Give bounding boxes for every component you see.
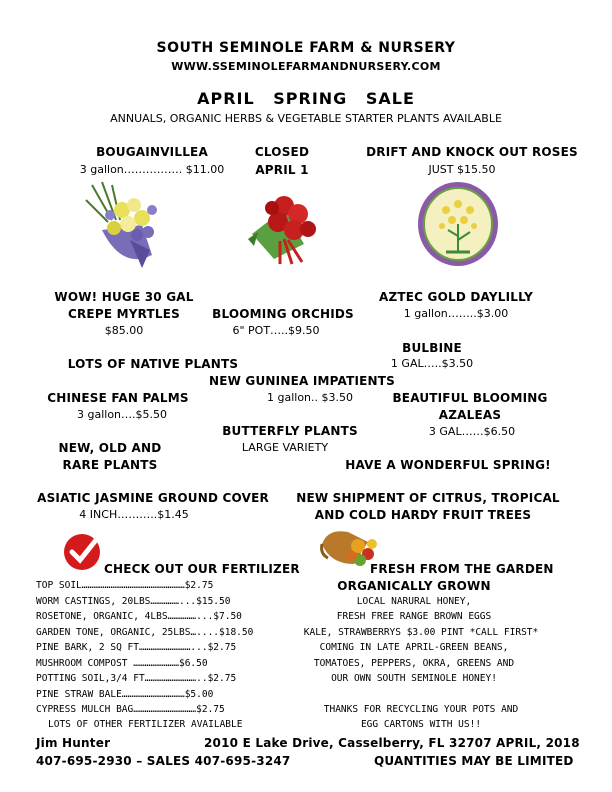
- fertilizer-footer: LOTS OF OTHER FERTILIZER AVAILABLE: [48, 719, 243, 730]
- garden-heading: FRESH FROM THE GARDEN: [370, 562, 554, 576]
- checkmark-icon: [62, 532, 104, 572]
- impatients-title: NEW GUNINEA IMPATIENTS: [208, 374, 396, 388]
- closed-date: APRIL 1: [255, 163, 309, 177]
- impatients-price: 1 gallon.. $3.50: [266, 391, 354, 404]
- azaleas-price: 3 GAL……$6.50: [428, 425, 516, 438]
- fertilizer-item: ROSETONE, ORGANIC, 4LBS……………...$7.50: [36, 611, 242, 622]
- contact-name: Jim Hunter: [36, 736, 111, 750]
- quantities-notice: QUANTITIES MAY BE LIMITED: [374, 754, 574, 768]
- palms-price: 3 gallon….$5.50: [76, 408, 168, 421]
- bulbine-title: BULBINE: [402, 341, 462, 355]
- flyer-date: APRIL, 2018: [496, 736, 580, 750]
- jasmine-price: 4 INCH………..$1.45: [79, 508, 189, 521]
- store-url[interactable]: WWW.SSEMINOLEFARMANDNURSERY.COM: [171, 60, 441, 73]
- fertilizer-heading: CHECK OUT OUR FERTILIZER: [104, 562, 300, 576]
- closed-label: CLOSED: [254, 145, 310, 159]
- garden-item: LOCAL NARURAL HONEY,: [356, 596, 472, 607]
- crepe-myrtles-price: $85.00: [104, 324, 144, 337]
- citrus-line2: AND COLD HARDY FRUIT TREES: [314, 508, 532, 522]
- fertilizer-item: GARDEN TONE, ORGANIC, 25LBS…....$18.50: [36, 627, 254, 638]
- butterfly-title: BUTTERFLY PLANTS: [222, 424, 358, 438]
- orchids-title: BLOOMING ORCHIDS: [212, 307, 354, 321]
- store-address: 2010 E Lake Drive, Casselberry, FL 32707: [204, 736, 492, 750]
- recycling-note-line1: THANKS FOR RECYCLING YOUR POTS AND: [323, 704, 519, 715]
- phone-numbers[interactable]: 407-695-2930 – SALES 407-695-3247: [36, 754, 291, 768]
- daylilly-title: AZTEC GOLD DAYLILLY: [378, 290, 534, 304]
- fertilizer-item: TOP SOIL………………………………………………$2.75: [36, 580, 214, 591]
- fertilizer-item: WORM CASTINGS, 20LBS……………...$15.50: [36, 596, 231, 607]
- roses-bouquet-image: [244, 184, 324, 266]
- bougainvillea-bouquet-image: [82, 180, 168, 270]
- fertilizer-item: PINE BARK, 2 SQ FT………………………...$2.75: [36, 642, 237, 653]
- jasmine-title: ASIATIC JASMINE GROUND COVER: [37, 491, 269, 505]
- garden-item: OUR OWN SOUTH SEMINOLE HONEY!: [331, 673, 497, 684]
- bulbine-price: 1 GAL…..$3.50: [390, 357, 474, 370]
- azaleas-line1: BEAUTIFUL BLOOMING: [392, 391, 548, 405]
- sale-title: APRIL SPRING SALE: [197, 89, 415, 108]
- daylilly-price: 1 gallon……..$3.00: [403, 307, 509, 320]
- roses-title: DRIFT AND KNOCK OUT ROSES: [366, 145, 578, 159]
- garden-subheading: ORGANICALLY GROWN: [337, 579, 491, 593]
- wonderful-spring: HAVE A WONDERFUL SPRING!: [345, 458, 551, 472]
- orchids-price: 6" POT…..$9.50: [232, 324, 320, 337]
- native-plants: LOTS OF NATIVE PLANTS: [67, 357, 239, 371]
- bougainvillea-title: BOUGAINVILLEA: [96, 145, 208, 159]
- butterfly-desc: LARGE VARIETY: [241, 441, 329, 454]
- floral-medallion-image: [416, 180, 500, 268]
- recycling-note-line2: EGG CARTONS WITH US!!: [360, 719, 482, 730]
- cornucopia-icon: [318, 524, 378, 572]
- crepe-myrtles-line2: CREPE MYRTLES: [67, 307, 181, 321]
- rare-plants-line1: NEW, OLD AND: [58, 441, 162, 455]
- bougainvillea-price: 3 gallon……………. $11.00: [79, 163, 225, 176]
- fertilizer-item: PINE STRAW BALE……………………………$5.00: [36, 689, 214, 700]
- citrus-line1: NEW SHIPMENT OF CITRUS, TROPICAL: [296, 491, 560, 505]
- rare-plants-line2: RARE PLANTS: [62, 458, 158, 472]
- garden-item: TOMATOES, PEPPERS, OKRA, GREENS AND: [313, 658, 515, 669]
- fertilizer-item: MUSHROOM COMPOST ……………………$6.50: [36, 658, 208, 669]
- roses-price: JUST $15.50: [428, 163, 496, 176]
- garden-item: FRESH FREE RANGE BROWN EGGS: [336, 611, 492, 622]
- fertilizer-item: CYPRESS MULCH BAG……………………………$2.75: [36, 704, 225, 715]
- sale-subtitle: ANNUALS, ORGANIC HERBS & VEGETABLE STARTER PLANTS AVAILABLE: [110, 112, 502, 125]
- fertilizer-item: POTTING SOIL,3/4 FT………………………..$2.75: [36, 673, 237, 684]
- crepe-myrtles-line1: WOW! HUGE 30 GAL: [54, 290, 194, 304]
- garden-item: KALE, STRAWBERRYS $3.00 PINT *CALL FIRST*: [303, 627, 539, 638]
- garden-item: COMING IN LATE APRIL-GREEN BEANS,: [319, 642, 509, 653]
- azaleas-line2: AZALEAS: [438, 408, 502, 422]
- palms-title: CHINESE FAN PALMS: [47, 391, 189, 405]
- store-title: SOUTH SEMINOLE FARM & NURSERY: [156, 40, 456, 56]
